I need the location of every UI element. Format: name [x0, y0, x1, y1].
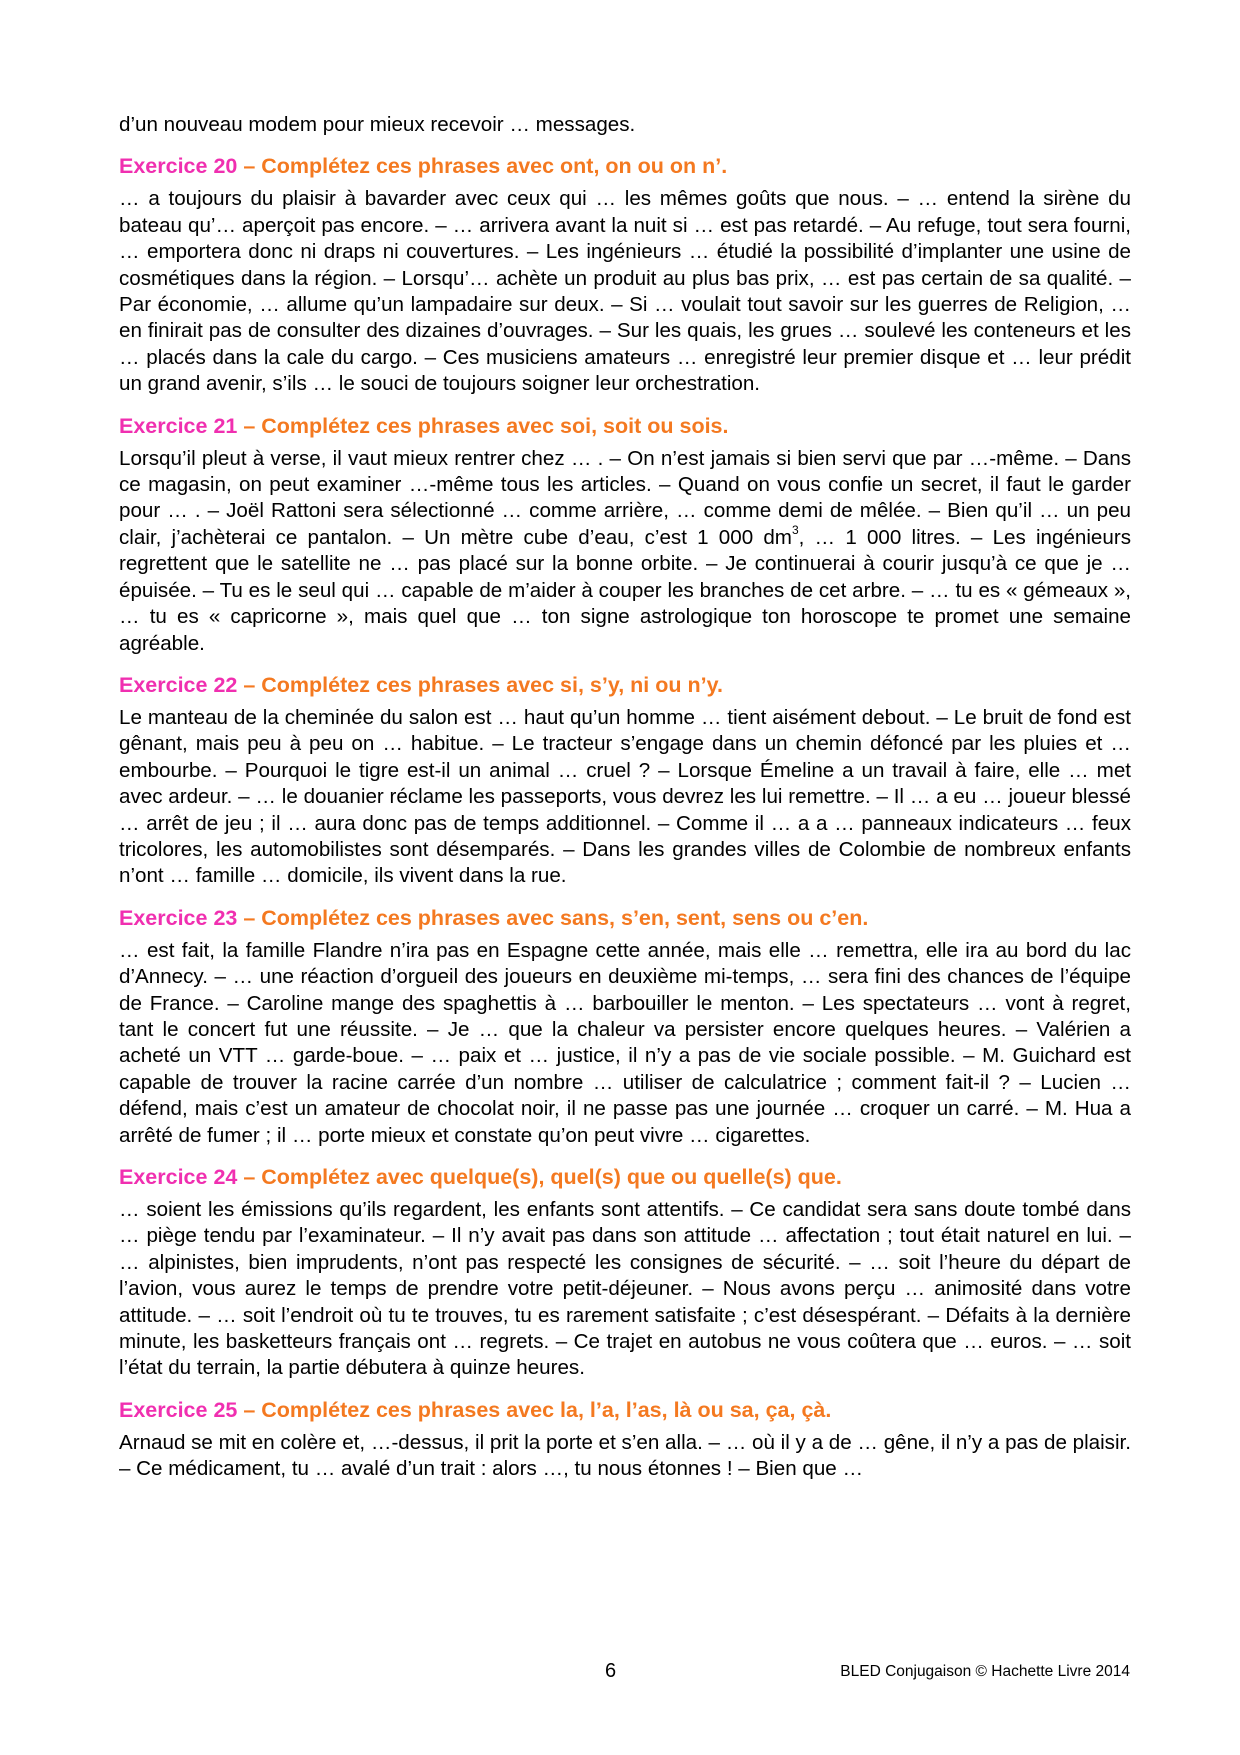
exercise-title: – Complétez ces phrases avec ont, on ou on n’. [243, 154, 728, 179]
exercise-heading [119, 1396, 1131, 1424]
exercise-title: – Complétez ces phrases avec sans, s’en, sent, sens ou c’en. [243, 905, 869, 930]
exercise-heading [119, 904, 1131, 932]
copyright-notice: BLED Conjugaison © Hachette Livre 2014 [840, 1663, 1130, 1680]
exercise-text: … soient les émissions qu’ils regardent, les enfants sont attentifs. – Ce candidat sera sans doute tombé dans … piège tendu par l’examinateur. – Il n’y avait pas dans son attitude … affectation ; tout était naturel en lui. – … alpinistes, bien imprudents, n’ont pas respecté les consignes de sécurité. – … soit l’heure du départ de l’avion, vous aurez le temps de prendre votre petit-déjeuner. – Nous avons perçu … animosité dans votre attitude. – … soit l’endroit où tu te trouves, tu es rarement satisfaite ; c’est désespérant. – Défaits à la dernière minute, les basketteurs français ont … regrets. – Ce trajet en autobus ne vous coûtera que … euros. – … soit l’état du terrain, la partie débutera à quinze heures. [119, 1198, 1131, 1380]
exercise-heading [119, 1163, 1131, 1191]
exercise-24 [119, 1163, 1131, 1382]
exercise-21 [119, 412, 1131, 657]
exercise-title: – Complétez avec quelque(s), quel(s) que ou quelle(s) que. [243, 1165, 842, 1189]
exercise-number: Exercice 20 [119, 154, 238, 179]
page-footer [0, 1660, 1240, 1690]
exercise-number: Exercice 25 [119, 1397, 238, 1422]
exercise-heading [119, 412, 1131, 440]
exercise-text: … a toujours du plaisir à bavarder avec ceux qui … les mêmes goûts que nous. – … entend la sirène du bateau qu’… aperçoit pas encore. – … arrivera avant la nuit si … est pas retardé. – Au refuge, tout sera fourni, … emportera donc ni draps ni couvertures. – Les ingénieurs … étudié la possibilité d’implanter une usine de cosmétiques dans la région. – Lorsqu’… achète un produit au plus bas prix, … est pas certain de sa qualité. – Par économie, … allume qu’un lampadaire sur deux. – Si … voulait tout savoir sur les guerres de Religion, … en finirait pas de consulter des dizaines d’ouvrages. – Sur les quais, les grues … soulevé les conteneurs et les … placés dans la cale du cargo. – Ces musiciens amateurs … enregistré leur premier disque et … leur prédit un grand avenir, s’ils … le souci de toujours soigner leur orchestration. [119, 187, 1131, 396]
exercise-heading [119, 671, 1131, 699]
exercise-text: Le manteau de la cheminée du salon est … haut qu’un homme … tient aisément debout. – Le bruit de fond est gênant, mais peu à peu on … habitue. – Le tracteur s’engage dans un chemin défoncé par les pluies et … embourbe. – Pourquoi le tigre est-il un animal … cruel ? – Lorsque Émeline a un travail à faire, elle … met avec ardeur. – … le douanier réclame les passeports, vous devrez les lui remettre. – Il … a eu … joueur blessé … arrêt de jeu ; il … aura donc pas de temps additionnel. – Comme il … a a … panneaux indicateurs … feux tricolores, les automobilistes sont désemparés. – Dans les grandes villes de Colombie de nombreux enfants n’ont … famille … domicile, ils vivent dans la rue. [119, 705, 1131, 888]
exercise-25 [119, 1396, 1131, 1483]
exercise-number: Exercice 21 [119, 413, 238, 438]
exercise-title: – Complétez ces phrases avec la, l’a, l’as, là ou sa, ça, çà. [243, 1397, 832, 1422]
exercise-heading [119, 152, 1131, 180]
exercise-text: … est fait, la famille Flandre n’ira pas en Espagne cette année, mais elle … remettra, elle ira au bord du lac d’Annecy. – … une réaction d’orgueil des joueurs en deuxième mi-temps, … sera fini des chances de l’équipe de France. – Caroline mange des spaghettis à … barbouiller le menton. – Les spectateurs … vont à regret, tant le concert fut une réussite. – Je … que la chaleur va persister encore quelques heures. – Valérien a acheté un VTT … garde-boue. – … paix et … justice, il n’y a pas de vie sociale possible. – M. Guichard est capable de trouver la racine carrée d’un nombre … utiliser de calculatrice ; comment fait-il ? – Lucien … défend, mais c’est un amateur de chocolat noir, il ne passe pas une journée … croquer un carré. – M. Hua a arrêté de fumer ; il … porte mieux et constate qu’on peut vivre … cigarettes. [119, 938, 1131, 1147]
superscript: 3 [791, 523, 799, 538]
page-number: 6 [605, 1660, 617, 1682]
exercise-title: – Complétez ces phrases avec soi, soit ou sois. [243, 413, 729, 438]
exercise-number: Exercice 24 [119, 1165, 238, 1189]
exercise-22 [119, 671, 1131, 890]
exercise-text-part: , … 1 000 litres. – Les ingénieurs regrettent que le satellite ne … pas placé sur la bonne orbite. – Je continuerai à courir jusqu’à ce que je … épuisée. – Tu es le seul qui … capable de m’aider à couper les branches de cet arbre. – … tu es « gémeaux », … tu es « capricorne », mais quel que … ton signe astrologique ton horoscope te promet une semaine agréable. [119, 525, 1131, 655]
exercise-text [119, 446, 1131, 657]
exercise-number: Exercice 23 [119, 905, 238, 930]
exercise-text: Arnaud se mit en colère et, …-dessus, il prit la porte et s’en alla. – … où il y a de … gêne, il n’y a pas de plaisir. – Ce médicament, tu … avalé d’un trait : alors …, tu nous étonnes ! – Bien que … [119, 1430, 1131, 1481]
exercise-title: – Complétez ces phrases avec si, s’y, ni ou n’y. [243, 672, 723, 697]
intro-text: d’un nouveau modem pour mieux recevoir … messages. [119, 113, 636, 136]
exercise-23 [119, 904, 1131, 1149]
exercise-text-part: Lorsqu’il pleut à verse, il vaut mieux rentrer chez … . – On n’est jamais si bien servi que par …-même. – Dans ce magasin, on peut examiner …-même tous les articles. – Quand on vous confie un secret, il faut le garder pour … . – Joël Rattoni sera sélectionné … comme arrière, … comme demi de mêlée. – Bien qu’il … un peu clair, j’achèterai ce pantalon. – Un mètre cube d’eau, c’est 1 000 dm [119, 446, 1131, 549]
exercise-20 [119, 152, 1131, 397]
page-content [119, 112, 1131, 1483]
exercise-number: Exercice 22 [119, 672, 238, 697]
